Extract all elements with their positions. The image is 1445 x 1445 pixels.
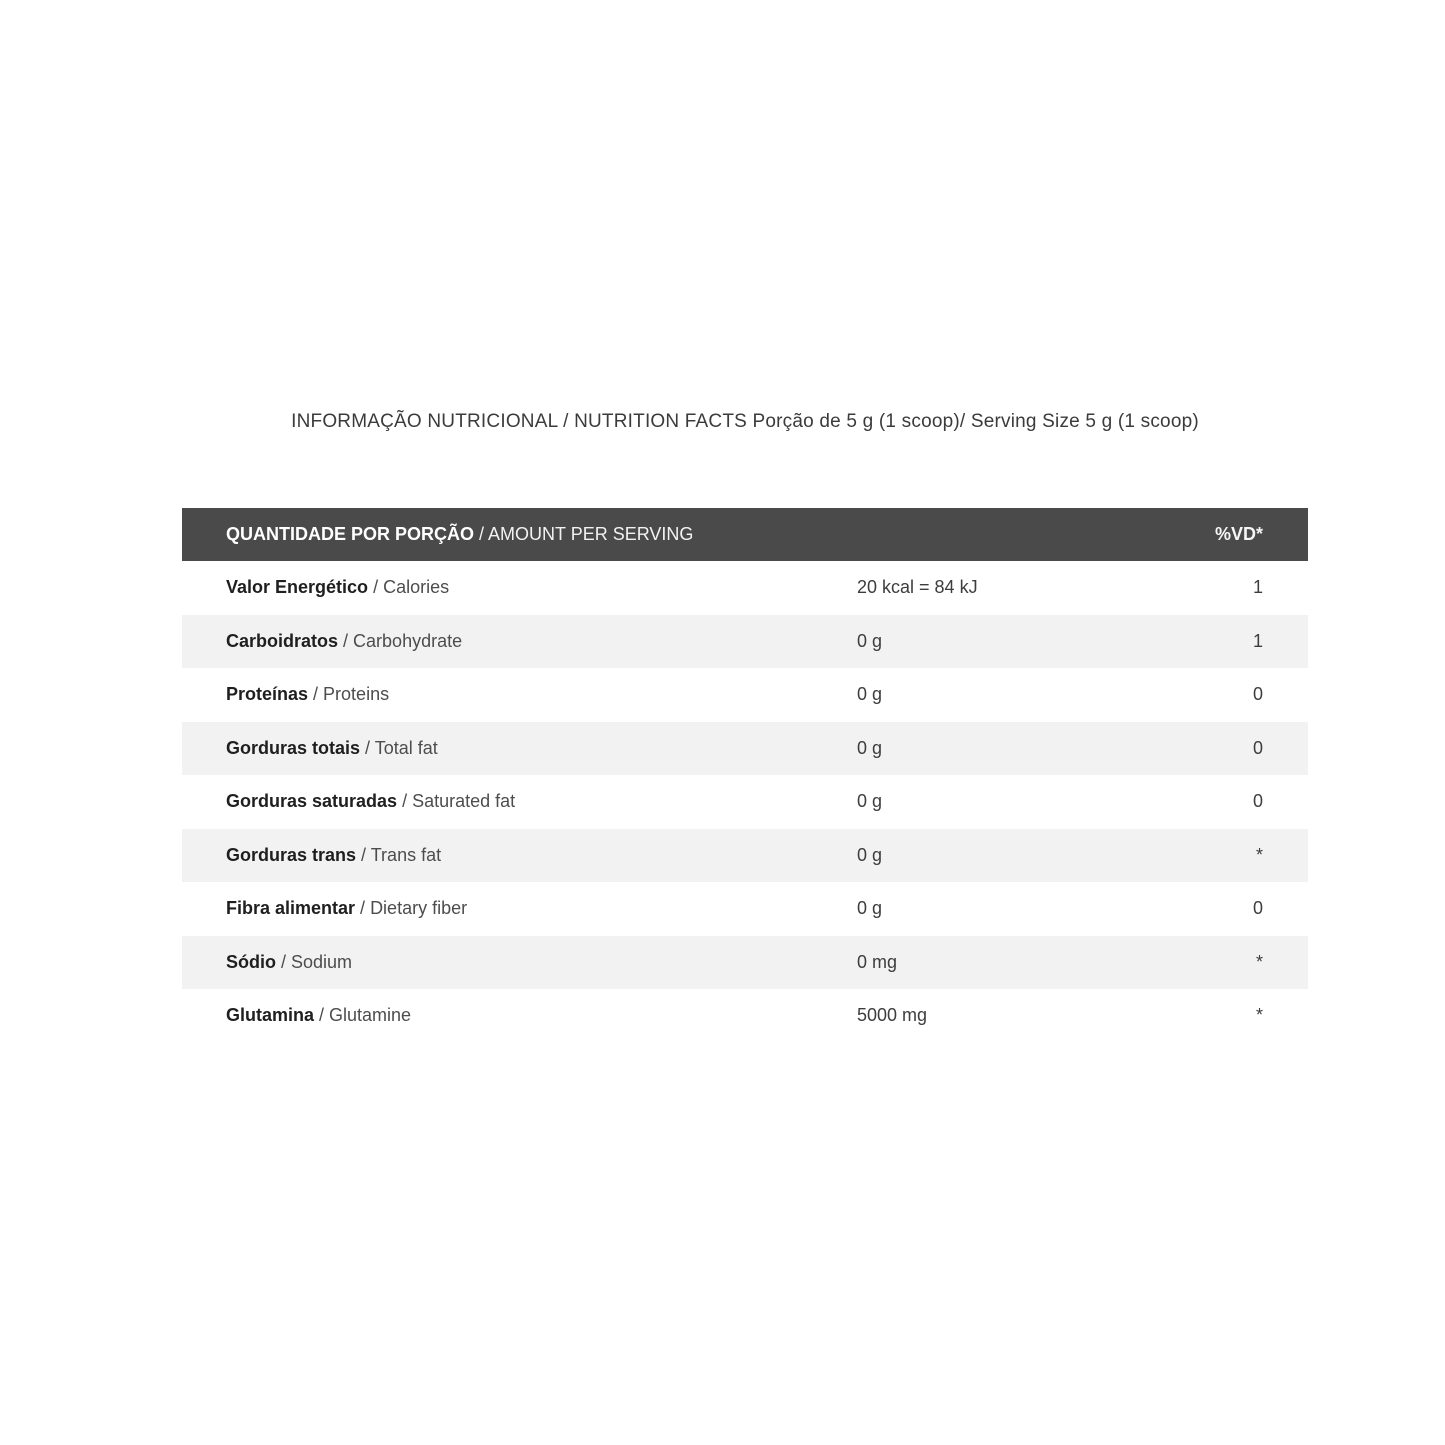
row-vd-value: * <box>1255 844 1263 865</box>
row-label-pt: Fibra alimentar <box>226 898 356 919</box>
row-amount: 0 g <box>857 630 883 651</box>
row-label-en: Glutamine <box>329 1005 412 1026</box>
table-header-label <box>226 524 693 545</box>
row-label-en: Saturated fat <box>412 791 516 812</box>
row-vd-value: 0 <box>1252 898 1263 919</box>
header-label-pt: QUANTIDADE POR PORÇÃO <box>226 524 475 544</box>
row-amount: 0 g <box>857 844 883 865</box>
row-label-pt: Gorduras trans <box>226 844 357 865</box>
row-vd-value: * <box>1255 951 1263 972</box>
row-label-separator: / <box>276 951 292 972</box>
row-vd-value: 1 <box>1252 630 1263 651</box>
row-label <box>226 1005 857 1026</box>
row-amount: 0 mg <box>857 951 898 972</box>
table-row <box>182 775 1308 829</box>
table-row <box>182 829 1308 883</box>
table-row <box>182 615 1308 669</box>
row-label <box>226 631 857 652</box>
page-title: INFORMAÇÃO NUTRICIONAL / NUTRITION FACTS Porção de 5 g (1 scoop)/ Serving Size 5 g (1 scoop) <box>291 411 1199 432</box>
table-rows <box>182 561 1308 1043</box>
row-label-pt: Proteínas <box>226 684 309 705</box>
row-label-separator: / <box>338 630 354 651</box>
row-label <box>226 952 857 973</box>
nutrition-table <box>182 508 1308 1043</box>
table-row <box>182 936 1308 990</box>
row-label-separator: / <box>360 737 375 758</box>
row-label-en: Total fat <box>374 737 438 758</box>
table-row <box>182 722 1308 776</box>
row-label-en: Dietary fiber <box>370 898 468 919</box>
row-amount: 20 kcal = 84 kJ <box>857 577 978 598</box>
row-amount: 5000 mg <box>857 1005 928 1026</box>
row-label <box>226 898 857 919</box>
row-label-separator: / <box>355 898 371 919</box>
table-header-bar <box>182 508 1308 561</box>
row-label <box>226 845 857 866</box>
row-vd-value: * <box>1255 1005 1263 1026</box>
row-vd-value: 0 <box>1252 684 1263 705</box>
row-label-en: Proteins <box>323 684 390 705</box>
row-amount: 0 g <box>857 791 883 812</box>
row-label-en: Carbohydrate <box>353 630 463 651</box>
row-vd-value: 1 <box>1252 577 1263 598</box>
row-label-pt: Carboidratos <box>226 630 339 651</box>
row-vd-value: 0 <box>1252 737 1263 758</box>
header-label-en: AMOUNT PER SERVING <box>488 524 694 544</box>
row-label-en: Trans fat <box>370 844 442 865</box>
row-label <box>226 738 857 759</box>
table-row <box>182 989 1308 1043</box>
row-amount: 0 g <box>857 737 883 758</box>
row-label-separator: / <box>397 791 413 812</box>
row-label <box>226 791 857 812</box>
table-row <box>182 561 1308 615</box>
row-label-separator: / <box>356 844 371 865</box>
table-row <box>182 882 1308 936</box>
row-label-separator: / <box>368 577 384 598</box>
row-label-pt: Gorduras totais <box>226 737 361 758</box>
row-label-pt: Sódio <box>226 951 276 972</box>
row-label-en: Calories <box>383 577 450 598</box>
row-label-en: Sodium <box>291 951 353 972</box>
header-vd-label: %VD* <box>1214 524 1263 544</box>
row-vd-value: 0 <box>1252 791 1263 812</box>
row-label-pt: Glutamina <box>226 1005 315 1026</box>
table-row <box>182 668 1308 722</box>
row-label <box>226 577 857 598</box>
row-label-pt: Gorduras saturadas <box>226 791 398 812</box>
row-amount: 0 g <box>857 684 883 705</box>
row-amount: 0 g <box>857 898 883 919</box>
header-label-separator: / <box>474 524 489 544</box>
row-label <box>226 684 857 705</box>
row-label-separator: / <box>314 1005 330 1026</box>
row-label-separator: / <box>308 684 324 705</box>
row-label-pt: Valor Energético <box>226 577 369 598</box>
